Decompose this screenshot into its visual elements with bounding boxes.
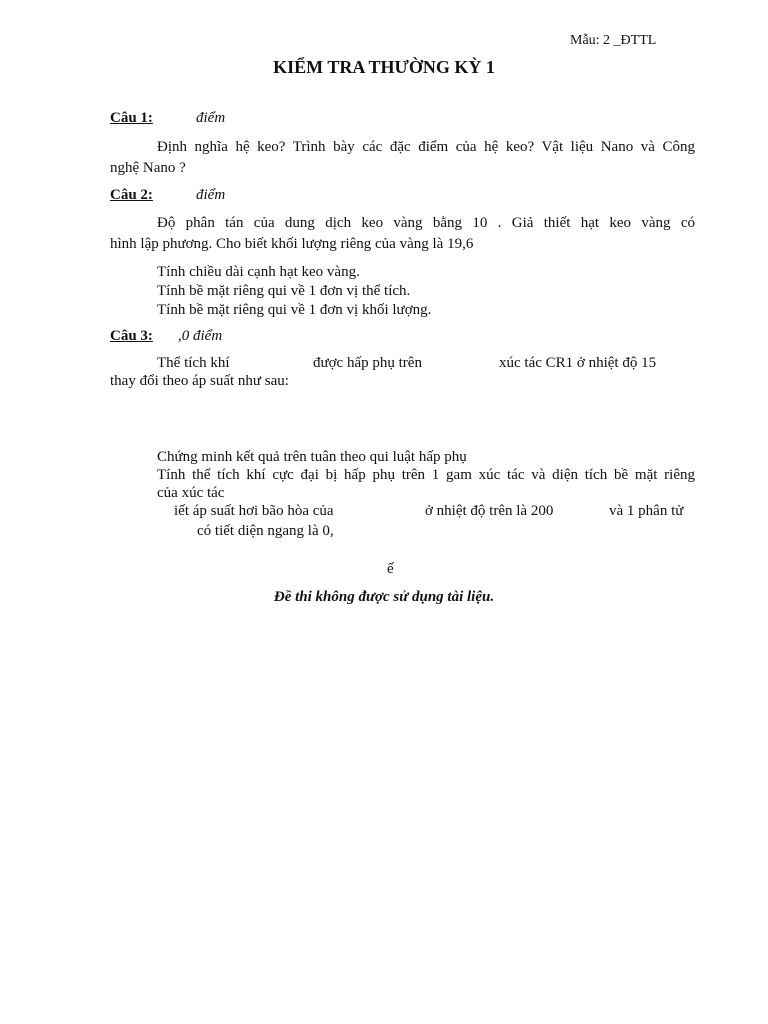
question-3-item-2-line-1: Tính thể tích khí cực đại bị hấp phụ trên 1 gam xúc tác và diện tích bề mặt riêng [157, 467, 695, 483]
question-3-item-3-part-1: iết áp suất hơi bão hòa của [174, 503, 334, 519]
question-2-item-2: Tính bề mặt riêng qui về 1 đơn vị thể tích. [157, 283, 411, 299]
question-2-label: Câu 2: [110, 187, 153, 203]
question-1-points: điểm [196, 110, 226, 126]
question-3-item-3-part-3: và 1 phân tử [609, 503, 684, 519]
footer-mark: ế [387, 561, 394, 577]
form-code: Mẫu: 2 _ĐTTL [570, 33, 657, 48]
question-1-label: Câu 1: [110, 110, 153, 126]
question-1-line-1: Định nghĩa hệ keo? Trình bày các đặc điểm của hệ keo? Vật liệu Nano và Công [157, 139, 695, 155]
question-3-points: ,0 điểm [178, 328, 223, 344]
question-2-line-2: hình lập phương. Cho biết khối lượng riêng của vàng là 19,6 [110, 236, 474, 252]
question-3-line-1-part-3: xúc tác CR1 ở nhiệt độ 15 [499, 355, 657, 371]
question-3-item-3-line-2: có tiết diện ngang là 0, [197, 523, 334, 539]
question-2-points: điểm [196, 187, 226, 203]
question-2-item-1: Tính chiều dài cạnh hạt keo vàng. [157, 264, 360, 280]
question-3-item-3-part-2: ở nhiệt độ trên là 200 [425, 503, 554, 519]
question-3-item-1: Chứng minh kết quả trên tuân theo qui luật hấp phụ [157, 449, 467, 465]
question-2-item-3: Tính bề mặt riêng qui về 1 đơn vị khối lượng. [157, 302, 432, 318]
question-3-label: Câu 3: [110, 328, 153, 344]
question-3-item-2-line-2: của xúc tác [157, 485, 225, 501]
question-2-line-1: Độ phân tán của dung dịch keo vàng bằng 10 . Giả thiết hạt keo vàng có [157, 215, 695, 231]
question-3-line-2: thay đổi theo áp suất như sau: [110, 373, 289, 389]
page-title: KIỂM TRA THƯỜNG KỲ 1 [273, 57, 495, 77]
footer-note: Đề thi không được sử dụng tài liệu. [273, 589, 495, 605]
question-3-line-1-part-1: Thể tích khí [157, 355, 230, 371]
question-3-line-1-part-2: được hấp phụ trên [313, 355, 422, 371]
question-1-line-2: nghệ Nano ? [110, 160, 186, 176]
